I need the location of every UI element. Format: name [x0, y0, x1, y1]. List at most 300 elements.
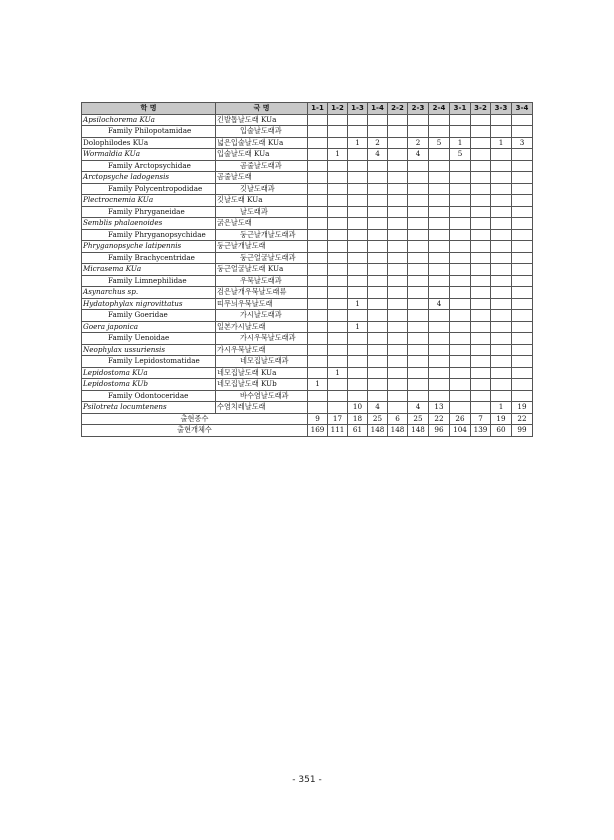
count-cell [348, 114, 368, 126]
count-cell [408, 390, 429, 402]
count-cell [308, 149, 328, 161]
count-cell [388, 356, 408, 368]
count-cell [368, 241, 388, 253]
count-cell [348, 126, 368, 138]
count-cell [368, 333, 388, 345]
count-cell [491, 321, 512, 333]
count-cell: 1 [308, 379, 328, 391]
count-cell [308, 310, 328, 322]
count-cell [408, 333, 429, 345]
species-row [82, 287, 533, 299]
count-cell [388, 321, 408, 333]
count-cell [308, 160, 328, 172]
scientific-name-cell: Family Odontoceridae [82, 390, 216, 402]
count-cell [491, 275, 512, 287]
species-row [82, 172, 533, 184]
count-cell [348, 160, 368, 172]
count-cell [491, 379, 512, 391]
page-number: - 351 - [292, 775, 322, 785]
count-cell [408, 344, 429, 356]
count-cell [450, 321, 471, 333]
count-cell [328, 183, 348, 195]
count-cell [471, 298, 491, 310]
count-cell: 5 [429, 137, 450, 149]
count-cell: 13 [429, 402, 450, 414]
count-cell [471, 344, 491, 356]
scientific-name-cell: Psilotreta locumtenens [82, 402, 216, 414]
count-cell [491, 206, 512, 218]
scientific-name-cell: Family Arctopsychidae [82, 160, 216, 172]
korean-name-cell: 둥근얼굴날도래 KUa [216, 264, 308, 276]
count-cell [408, 126, 429, 138]
count-cell [388, 229, 408, 241]
korean-name-cell: 네모집날도래 KUb [216, 379, 308, 391]
count-cell [450, 310, 471, 322]
count-cell [408, 172, 429, 184]
count-cell: 1 [328, 149, 348, 161]
count-cell [512, 229, 533, 241]
family-row [82, 275, 533, 287]
korean-name-cell: 둥근얼굴날도래과 [216, 252, 308, 264]
count-cell: 1 [348, 298, 368, 310]
count-cell [308, 241, 328, 253]
species-row [82, 264, 533, 276]
count-cell [408, 379, 429, 391]
count-cell [388, 149, 408, 161]
family-row [82, 160, 533, 172]
count-cell [308, 264, 328, 276]
count-cell [308, 390, 328, 402]
header-site-2-3: 2-3 [408, 103, 429, 115]
species-count-row [82, 413, 533, 425]
count-cell [328, 172, 348, 184]
species-row [82, 344, 533, 356]
count-cell [450, 390, 471, 402]
count-cell [308, 183, 328, 195]
summary-value-cell: 148 [388, 425, 408, 437]
count-cell [368, 126, 388, 138]
count-cell [429, 275, 450, 287]
count-cell [429, 379, 450, 391]
count-cell [512, 321, 533, 333]
korean-name-cell: 네모집날도래 KUa [216, 367, 308, 379]
count-cell [491, 344, 512, 356]
count-cell [308, 195, 328, 207]
count-cell [348, 275, 368, 287]
korean-name-cell: 둥근날개날도래과 [216, 229, 308, 241]
count-cell [491, 172, 512, 184]
count-cell [308, 333, 328, 345]
count-cell [408, 195, 429, 207]
count-cell [408, 310, 429, 322]
count-cell [388, 275, 408, 287]
scientific-name-cell: Asynarchus sp. [82, 287, 216, 299]
count-cell [471, 356, 491, 368]
count-cell [328, 218, 348, 230]
family-row [82, 333, 533, 345]
summary-value-cell: 148 [368, 425, 388, 437]
count-cell [388, 344, 408, 356]
count-cell [348, 241, 368, 253]
summary-value-cell: 7 [471, 413, 491, 425]
count-cell [471, 229, 491, 241]
count-cell [308, 321, 328, 333]
count-cell [512, 344, 533, 356]
korean-name-cell: 가시날도래과 [216, 310, 308, 322]
count-cell [408, 114, 429, 126]
korean-name-cell: 곰줄날도래과 [216, 160, 308, 172]
count-cell [348, 379, 368, 391]
count-cell [491, 126, 512, 138]
scientific-name-cell: Family Philopotamidae [82, 126, 216, 138]
count-cell [491, 195, 512, 207]
count-cell: 19 [512, 402, 533, 414]
count-cell [368, 321, 388, 333]
count-cell [471, 160, 491, 172]
count-cell: 3 [512, 137, 533, 149]
count-cell [471, 287, 491, 299]
count-cell [308, 344, 328, 356]
count-cell [512, 264, 533, 276]
count-cell [368, 195, 388, 207]
family-row [82, 183, 533, 195]
count-cell [348, 206, 368, 218]
count-cell [328, 195, 348, 207]
count-cell [328, 356, 348, 368]
count-cell [388, 114, 408, 126]
count-cell [450, 160, 471, 172]
count-cell [471, 218, 491, 230]
count-cell [308, 275, 328, 287]
summary-value-cell: 25 [408, 413, 429, 425]
scientific-name-cell: Wormaldia KUa [82, 149, 216, 161]
korean-name-cell: 검은날개우묵날도래류 [216, 287, 308, 299]
count-cell [328, 160, 348, 172]
count-cell [408, 241, 429, 253]
count-cell: 2 [408, 137, 429, 149]
count-cell: 1 [348, 321, 368, 333]
count-cell [512, 298, 533, 310]
count-cell [471, 333, 491, 345]
count-cell: 4 [408, 402, 429, 414]
count-cell [388, 287, 408, 299]
count-cell [429, 126, 450, 138]
family-row [82, 310, 533, 322]
count-cell [512, 183, 533, 195]
scientific-name-cell: Semblis phalaenoides [82, 218, 216, 230]
count-cell [388, 160, 408, 172]
count-cell: 5 [450, 149, 471, 161]
count-cell [328, 229, 348, 241]
summary-value-cell: 17 [328, 413, 348, 425]
count-cell [471, 183, 491, 195]
count-cell [348, 356, 368, 368]
count-cell [348, 252, 368, 264]
count-cell [471, 206, 491, 218]
count-cell: 4 [368, 402, 388, 414]
count-cell [491, 160, 512, 172]
count-cell [308, 229, 328, 241]
count-cell [429, 287, 450, 299]
count-cell [450, 126, 471, 138]
count-cell [388, 264, 408, 276]
summary-value-cell: 19 [491, 413, 512, 425]
count-cell [491, 298, 512, 310]
korean-name-cell: 수염치레날도래 [216, 402, 308, 414]
count-cell [429, 367, 450, 379]
count-cell [408, 183, 429, 195]
header-korean-name: 국 명 [216, 103, 308, 115]
count-cell [512, 149, 533, 161]
count-cell [491, 218, 512, 230]
count-cell [450, 298, 471, 310]
count-cell [388, 172, 408, 184]
summary-value-cell: 148 [408, 425, 429, 437]
count-cell [348, 264, 368, 276]
summary-value-cell: 104 [450, 425, 471, 437]
scientific-name-cell: Arctopsyche ladogensis [82, 172, 216, 184]
count-cell [471, 126, 491, 138]
count-cell [368, 264, 388, 276]
count-cell [308, 126, 328, 138]
count-cell [368, 310, 388, 322]
count-cell [429, 114, 450, 126]
count-cell: 1 [450, 137, 471, 149]
korean-name-cell: 굵은날도래 [216, 218, 308, 230]
korean-name-cell: 입술날도래과 [216, 126, 308, 138]
count-cell [512, 218, 533, 230]
count-cell [368, 160, 388, 172]
count-cell [408, 160, 429, 172]
count-cell [491, 114, 512, 126]
count-cell [471, 172, 491, 184]
korean-name-cell: 곰줄날도래 [216, 172, 308, 184]
count-cell [388, 126, 408, 138]
species-row [82, 367, 533, 379]
count-cell [491, 356, 512, 368]
count-cell [328, 298, 348, 310]
count-cell [450, 264, 471, 276]
count-cell [388, 298, 408, 310]
count-cell [328, 114, 348, 126]
count-cell [368, 287, 388, 299]
count-cell [429, 229, 450, 241]
count-cell [429, 252, 450, 264]
korean-name-cell: 둥근날개날도래 [216, 241, 308, 253]
count-cell [512, 287, 533, 299]
count-cell [450, 344, 471, 356]
count-cell [388, 218, 408, 230]
summary-value-cell: 169 [308, 425, 328, 437]
count-cell [450, 241, 471, 253]
count-cell [368, 114, 388, 126]
count-cell [429, 206, 450, 218]
count-cell [471, 402, 491, 414]
count-cell [429, 241, 450, 253]
scientific-name-cell: Family Brachycentridae [82, 252, 216, 264]
count-cell [512, 379, 533, 391]
scientific-name-cell: Family Limnephilidae [82, 275, 216, 287]
family-row [82, 252, 533, 264]
count-cell [450, 275, 471, 287]
header-site-2-4: 2-4 [429, 103, 450, 115]
scientific-name-cell: Family Phryganeidae [82, 206, 216, 218]
header-site-3-3: 3-3 [491, 103, 512, 115]
scientific-name-cell: Plectrocnemia KUa [82, 195, 216, 207]
summary-value-cell: 61 [348, 425, 368, 437]
count-cell [388, 390, 408, 402]
summary-value-cell: 139 [471, 425, 491, 437]
count-cell [368, 229, 388, 241]
count-cell [471, 137, 491, 149]
count-cell [408, 356, 429, 368]
count-cell [471, 390, 491, 402]
count-cell [348, 367, 368, 379]
count-cell [512, 126, 533, 138]
count-cell [450, 252, 471, 264]
count-cell [368, 252, 388, 264]
count-cell: 1 [491, 402, 512, 414]
count-cell [328, 287, 348, 299]
count-cell [450, 333, 471, 345]
korean-name-cell: 바수염날도래과 [216, 390, 308, 402]
count-cell [512, 356, 533, 368]
count-cell [429, 333, 450, 345]
count-cell [471, 195, 491, 207]
species-row [82, 379, 533, 391]
count-cell [388, 379, 408, 391]
header-site-3-1: 3-1 [450, 103, 471, 115]
count-cell [512, 390, 533, 402]
header-site-2-2: 2-2 [388, 103, 408, 115]
count-cell [308, 402, 328, 414]
count-cell [450, 183, 471, 195]
korean-name-cell: 넓은입술날도래 KUa [216, 137, 308, 149]
count-cell [388, 367, 408, 379]
count-cell [450, 229, 471, 241]
count-cell [450, 402, 471, 414]
count-cell [388, 402, 408, 414]
korean-name-cell: 깃날도래과 [216, 183, 308, 195]
count-cell [348, 344, 368, 356]
count-cell [450, 206, 471, 218]
header-site-3-4: 3-4 [512, 103, 533, 115]
count-cell [429, 264, 450, 276]
header-site-1-4: 1-4 [368, 103, 388, 115]
count-cell [512, 114, 533, 126]
header-site-1-3: 1-3 [348, 103, 368, 115]
count-cell [408, 218, 429, 230]
count-cell [308, 287, 328, 299]
count-cell [368, 356, 388, 368]
count-cell [388, 183, 408, 195]
count-cell [328, 379, 348, 391]
count-cell [348, 172, 368, 184]
count-cell [429, 172, 450, 184]
count-cell [308, 137, 328, 149]
count-cell [328, 252, 348, 264]
count-cell [308, 298, 328, 310]
scientific-name-cell: Family Uenoidae [82, 333, 216, 345]
count-cell [429, 183, 450, 195]
count-cell [388, 241, 408, 253]
summary-value-cell: 25 [368, 413, 388, 425]
count-cell [328, 390, 348, 402]
count-cell [429, 149, 450, 161]
korean-name-cell: 띠무늬우묵날도래 [216, 298, 308, 310]
count-cell [328, 402, 348, 414]
count-cell [388, 310, 408, 322]
count-cell [512, 160, 533, 172]
count-cell [368, 344, 388, 356]
scientific-name-cell: Phryganopsyche latipennis [82, 241, 216, 253]
count-cell [450, 172, 471, 184]
korean-name-cell: 일본가시날도래 [216, 321, 308, 333]
count-cell [512, 241, 533, 253]
scientific-name-cell: Family Lepidostomatidae [82, 356, 216, 368]
count-cell [348, 287, 368, 299]
summary-value-cell: 99 [512, 425, 533, 437]
count-cell: 4 [408, 149, 429, 161]
count-cell [368, 275, 388, 287]
count-cell [328, 344, 348, 356]
header-row [82, 103, 533, 115]
count-cell [308, 367, 328, 379]
species-row [82, 218, 533, 230]
count-cell [450, 356, 471, 368]
summary-value-cell: 22 [512, 413, 533, 425]
individual-count-row [82, 425, 533, 437]
count-cell [491, 390, 512, 402]
count-cell [308, 206, 328, 218]
korean-name-cell: 우묵날도래과 [216, 275, 308, 287]
summary-label: 출현개체수 [82, 425, 308, 437]
header-site-1-2: 1-2 [328, 103, 348, 115]
count-cell [491, 252, 512, 264]
count-cell [512, 195, 533, 207]
count-cell [491, 333, 512, 345]
count-cell [408, 275, 429, 287]
table-body [82, 114, 533, 436]
count-cell [328, 126, 348, 138]
count-cell [408, 298, 429, 310]
scientific-name-cell: Family Goeridae [82, 310, 216, 322]
count-cell [308, 356, 328, 368]
species-row [82, 195, 533, 207]
count-cell [491, 229, 512, 241]
family-row [82, 390, 533, 402]
header-site-3-2: 3-2 [471, 103, 491, 115]
korean-name-cell: 긴발톱날도래 KUa [216, 114, 308, 126]
count-cell [328, 275, 348, 287]
count-cell [429, 321, 450, 333]
count-cell: 2 [368, 137, 388, 149]
korean-name-cell: 네모집날도래과 [216, 356, 308, 368]
count-cell [429, 356, 450, 368]
count-cell [408, 264, 429, 276]
count-cell [491, 264, 512, 276]
count-cell [429, 195, 450, 207]
scientific-name-cell: Family Polycentropodidae [82, 183, 216, 195]
count-cell [408, 287, 429, 299]
count-cell [388, 252, 408, 264]
count-cell [512, 206, 533, 218]
summary-value-cell: 96 [429, 425, 450, 437]
scientific-name-cell: Dolophilodes KUa [82, 137, 216, 149]
count-cell [408, 206, 429, 218]
count-cell [512, 172, 533, 184]
header-site-1-1: 1-1 [308, 103, 328, 115]
